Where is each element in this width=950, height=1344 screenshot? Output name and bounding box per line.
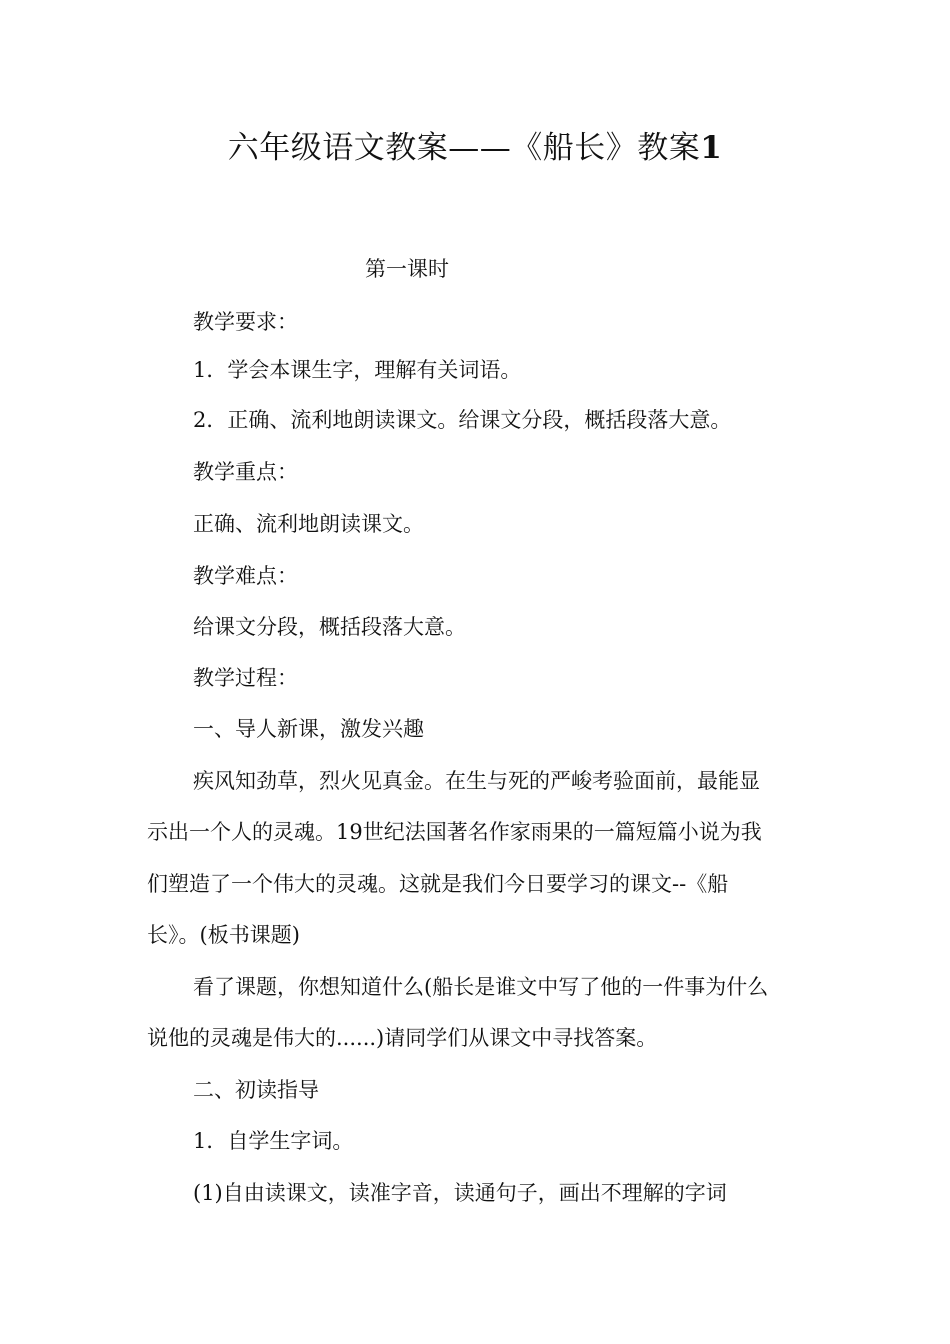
paragraph-line: 说他的灵魂是伟大的......)请同学们从课文中寻找答案。 <box>147 1026 658 1050</box>
paragraph-line: 教学过程： <box>193 666 298 690</box>
paragraph-line: 示出一个人的灵魂。19世纪法国著名作家雨果的一篇短篇小说为我 <box>147 820 762 844</box>
paragraph-line: (1)自由读课文，读准字音，读通句子，画出不理解的字词 <box>193 1181 727 1205</box>
title-number: 1 <box>700 130 723 166</box>
paragraph-line: 二、初读指导 <box>193 1078 319 1102</box>
paragraph-line: 1．学会本课生字，理解有关词语。 <box>193 358 522 382</box>
paragraph-line: 长》。(板书课题) <box>147 923 300 947</box>
paragraph-line: 看了课题，你想知道什么(船长是谁文中写了他的一件事为什么 <box>193 975 769 999</box>
paragraph-line: 1．自学生字词。 <box>193 1129 354 1153</box>
document-title <box>0 122 950 167</box>
paragraph-line: 疾风知劲草，烈火见真金。在生与死的严峻考验面前，最能显 <box>193 769 760 793</box>
paragraph-line: 给课文分段，概括段落大意。 <box>193 615 466 639</box>
paragraph-line: 2．正确、流利地朗读课文。给课文分段，概括段落大意。 <box>193 408 732 432</box>
title-text: 六年级语文教案——《船长》教案 <box>227 130 701 166</box>
paragraph-line: 们塑造了一个伟大的灵魂。这就是我们今日要学习的课文--《船 <box>147 872 729 896</box>
paragraph-line: 一、导人新课，激发兴趣 <box>193 717 424 741</box>
paragraph-line: 教学难点： <box>193 564 298 588</box>
paragraph-line: 教学要求： <box>193 310 298 334</box>
paragraph-line: 正确、流利地朗读课文。 <box>193 512 424 536</box>
paragraph-line: 教学重点： <box>193 460 298 484</box>
lesson-subtitle: 第一课时 <box>365 257 449 281</box>
